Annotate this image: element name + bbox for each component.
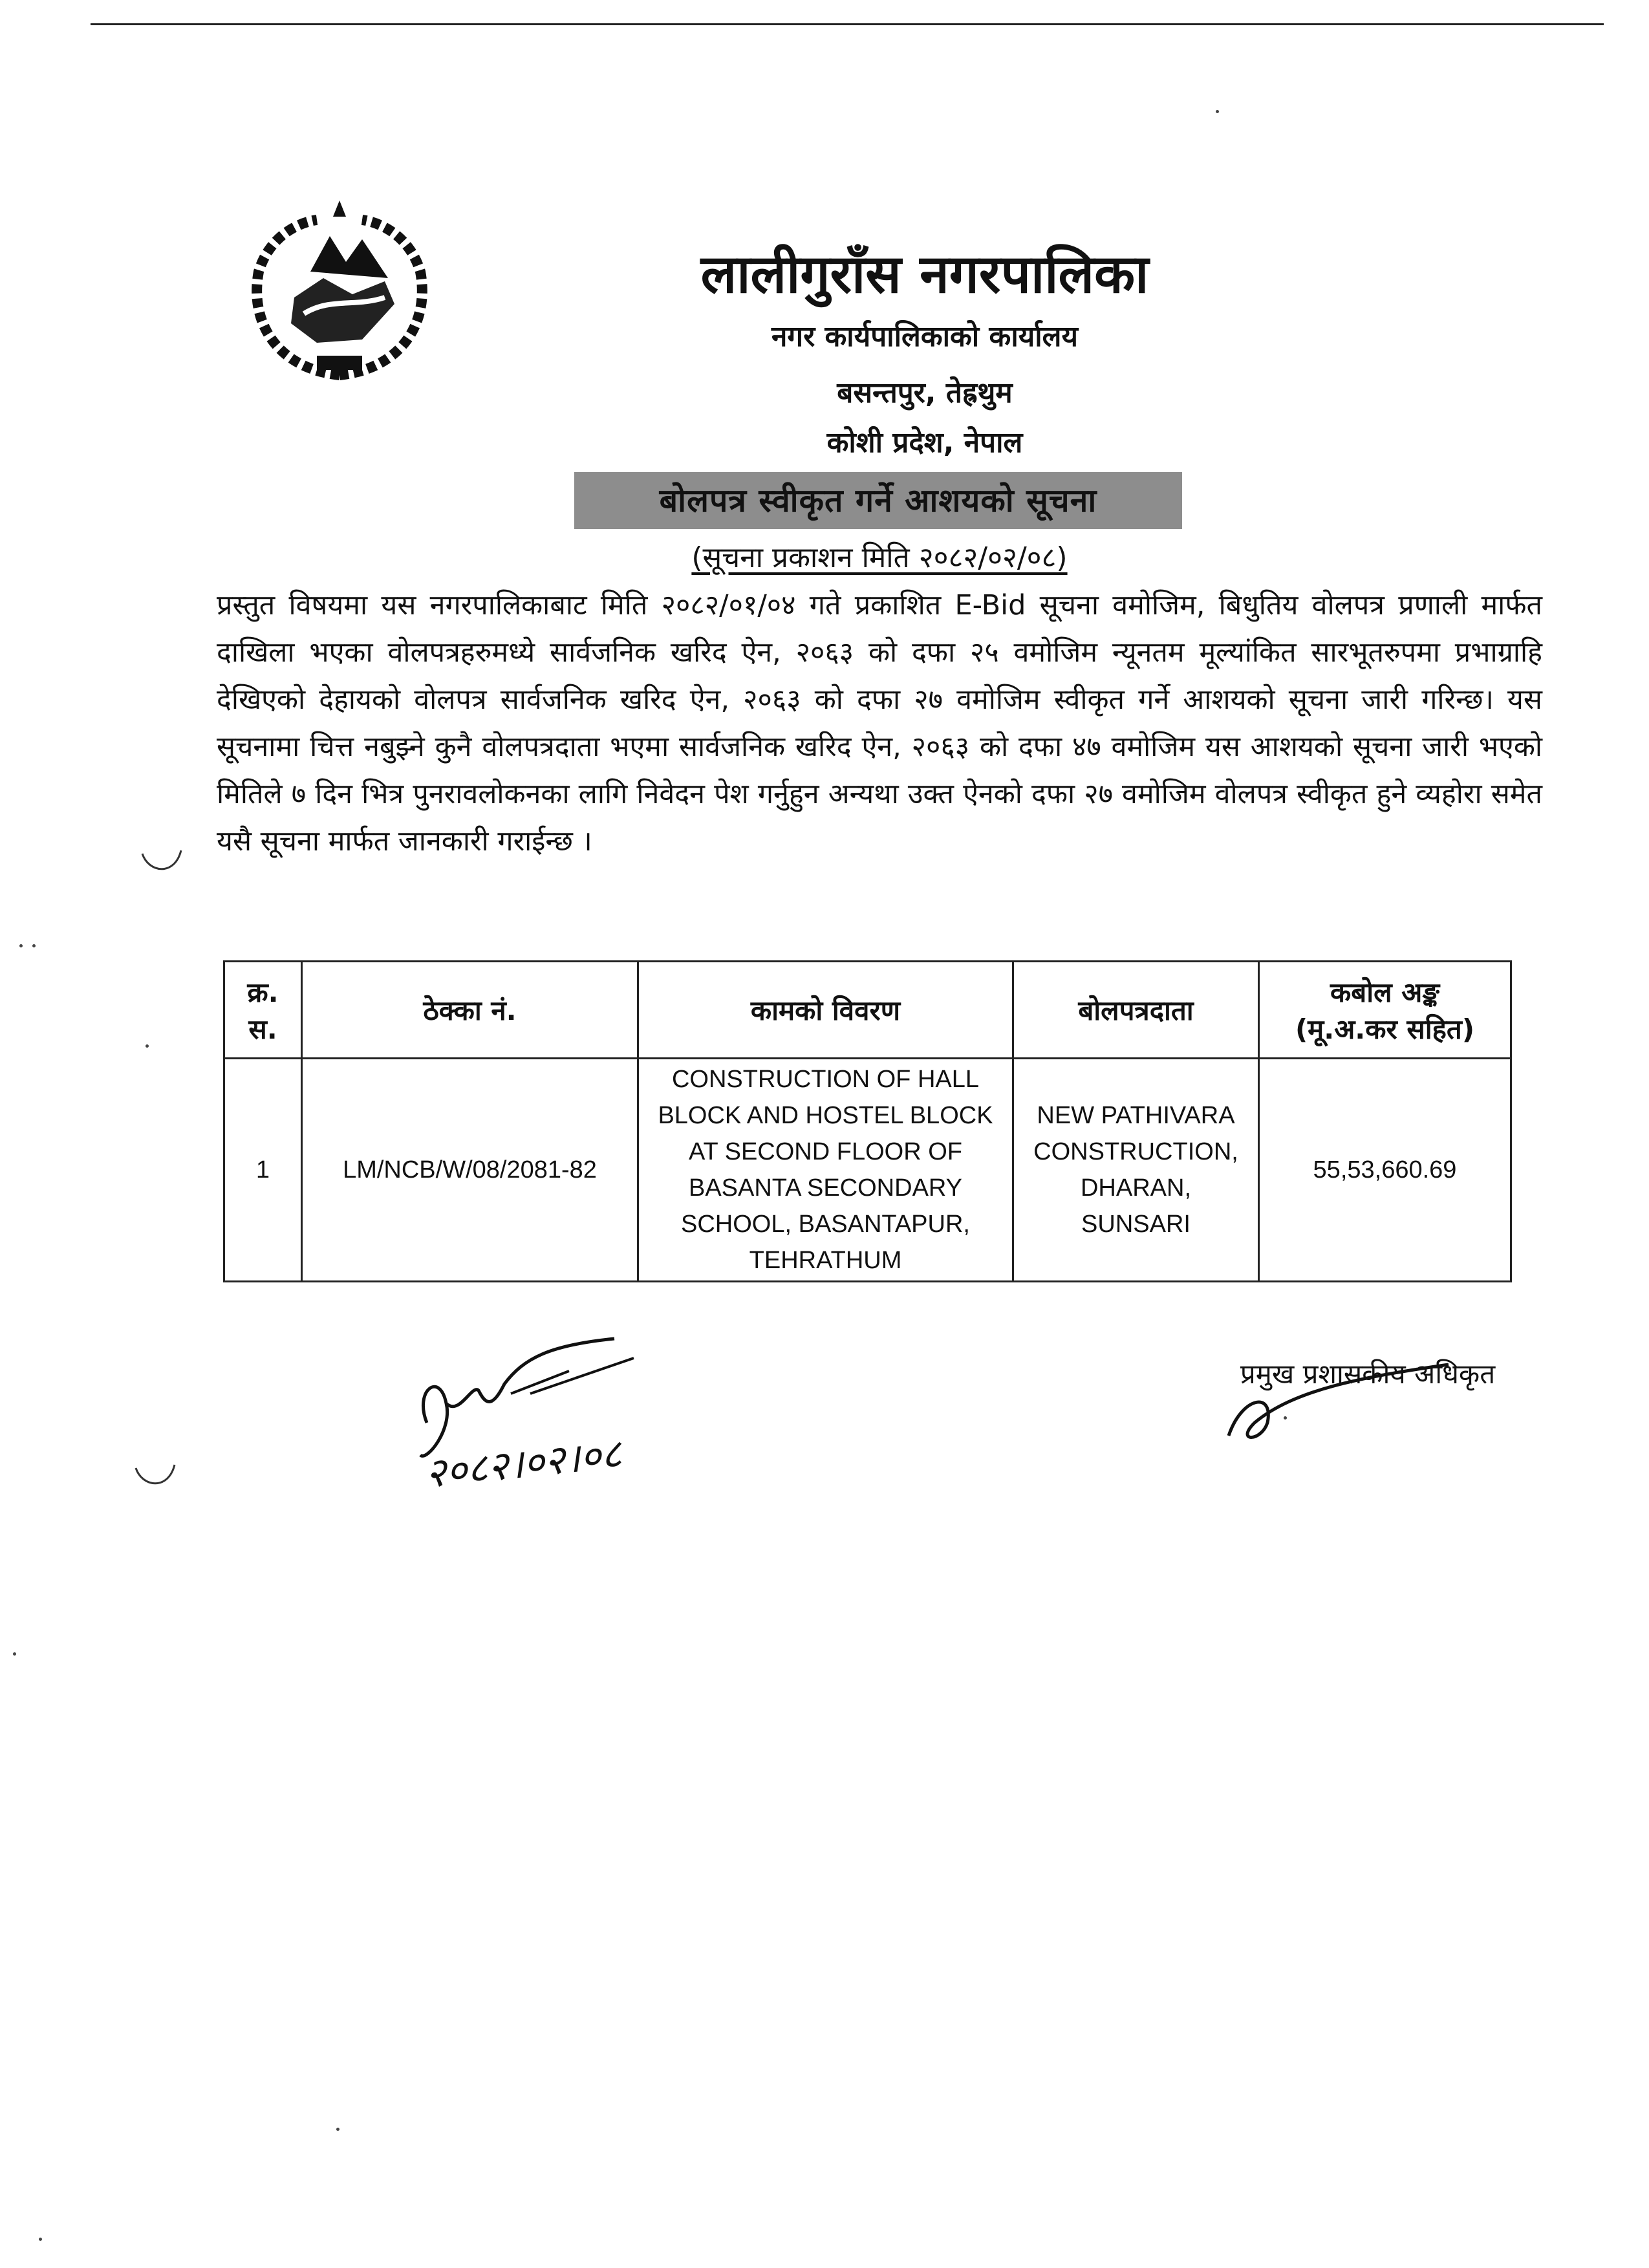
table-row [224, 1059, 1511, 1282]
scan-speck [336, 2128, 339, 2131]
scan-speck [1284, 1416, 1287, 1420]
publication-date: (सूचना प्रकाशन मिति २०८२/०२/०८) [691, 541, 1068, 574]
cell-contract-no: LM/NCB/W/08/2081-82 [302, 1059, 638, 1282]
header-sn: क्र. स. [224, 962, 302, 1059]
notice-title: बोलपत्र स्वीकृत गर्ने आशयको सूचना [574, 472, 1182, 529]
bid-table [223, 960, 1512, 1282]
cell-sn: 1 [224, 1059, 302, 1282]
office-address: बसन्तपुर, तेह्रथुम [837, 376, 1013, 409]
header-bidder: बोलपत्रदाता [1013, 962, 1259, 1059]
scan-speck [19, 944, 23, 947]
header-contract-no: ठेक्का नं. [302, 962, 638, 1059]
header-amount: कबोल अङ्क (मू.अ.कर सहित) [1259, 962, 1511, 1059]
scan-speck [146, 1044, 149, 1048]
scan-speck [39, 2238, 42, 2241]
notice-body: प्रस्तुत विषयमा यस नगरपालिकाबाट मिति २०८२/०१/०४ गते प्रकाशित E-Bid सूचना वमोजिम, बिधुतिय वोलपत्र प्रणाली मार्फत दाखिला भएका वोलपत्रहरुमध्ये सार्वजनिक खरिद ऐन, २०६३ को दफा २५ वमोजिम न्यूनतम मूल्यांकित सारभूतरुपमा प्रभाग्राहि देखिएको देहायको वोलपत्र सार्वजनिक खरिद ऐन, २०६३ को दफा २७ वमोजिम स्वीकृत गर्ने आशयको सूचना जारी गरिन्छ। यस सूचनामा चित्त नबुझ्ने कुनै वोलपत्रदाता भएमा सार्वजनिक खरिद ऐन, २०६३ को दफा ४७ वमोजिम यस आशयको सूचना जारी भएको मितिले ७ दिन भित्र पुनरावलोकनका लागि निवेदन पेश गर्नुहुन अन्यथा उक्त ऐनको दफा २७ वमोजिम वोलपत्र स्वीकृत हुने व्यहोरा समेत यसै सूचना मार्फत जानकारी गराईन्छ । [217, 589, 1542, 858]
margin-mark [136, 841, 188, 880]
nepal-emblem-icon [233, 200, 446, 388]
margin-mark [129, 1455, 181, 1494]
municipality-title: लालीगुराँस नगरपालिका [700, 244, 1149, 305]
header-description: कामको विवरण [638, 962, 1013, 1059]
cell-amount: 55,53,660.69 [1259, 1059, 1511, 1282]
officer-designation: प्रमुख प्रशासकीय अधिकृत [1240, 1358, 1496, 1390]
scan-speck [13, 1652, 16, 1656]
office-name: नगर कार्यपालिकाको कार्यालय [771, 320, 1078, 353]
top-border-line [91, 23, 1604, 25]
scan-speck [32, 944, 36, 947]
handwritten-signature [401, 1332, 711, 1507]
office-province: कोशी प्रदेश, नेपाल [826, 426, 1023, 459]
svg-text:२०८२।०२।०८: २०८२।०२।०८ [422, 1429, 624, 1497]
scan-speck [1216, 110, 1219, 113]
table-header-row [224, 962, 1511, 1059]
cell-description: CONSTRUCTION OF HALL BLOCK AND HOSTEL BLOCK AT SECOND FLOOR OF BASANTA SECONDARY SCHOOL, BASANTAPUR, TEHRATHUM [638, 1059, 1013, 1282]
cell-bidder: NEW PATHIVARA CONSTRUCTION, DHARAN, SUNSARI [1013, 1059, 1259, 1282]
